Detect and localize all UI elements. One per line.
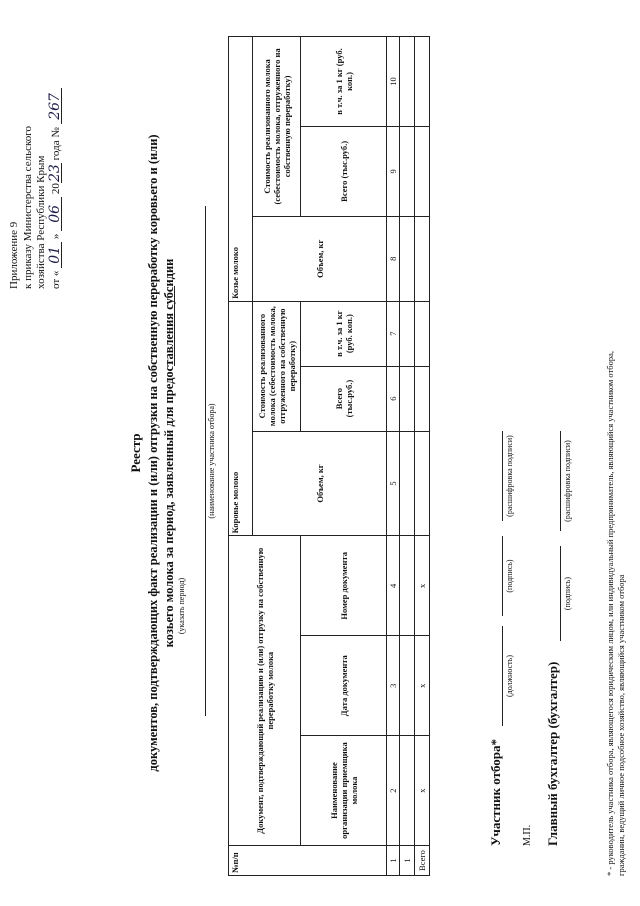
- col-header-goat-per-kg: в т.ч. за 1 кг (руб. коп.): [301, 37, 387, 127]
- date-year: 23: [46, 164, 63, 182]
- date-prefix: от «: [49, 270, 62, 289]
- accountant-signature-line: [560, 546, 561, 641]
- total-label: Всего: [415, 846, 430, 876]
- col-num-10: 10: [387, 37, 400, 127]
- col-num-7: 7: [387, 301, 400, 366]
- participant-caption: (наименование участника отбора): [207, 403, 216, 519]
- col-header-cow-per-kg: в т.ч. за 1 кг (руб. коп.): [301, 301, 387, 366]
- col-header-cow-volume: Объем, кг: [253, 431, 387, 536]
- position-caption: (должность): [505, 655, 514, 697]
- participant-name-line: [205, 206, 206, 716]
- col-header-cow-total: Всего (тыс.руб.): [301, 366, 387, 431]
- date-year-suffix: года №: [49, 127, 62, 161]
- table-cell: [400, 536, 415, 636]
- registry-table: [228, 36, 430, 876]
- participant-position-line: [502, 626, 503, 726]
- col-header-goat-volume: Объем, кг: [253, 216, 387, 301]
- table-cell: [415, 431, 430, 536]
- col-header-document: Документ, подтверждающий реализацию и (или) отгрузку на собственную переработку молока: [229, 536, 301, 846]
- footnote: [605, 16, 627, 876]
- table-cell: [415, 301, 430, 366]
- total-x-cell: х: [415, 636, 430, 736]
- date-year-prefix: 20: [49, 183, 62, 195]
- document-subtitle-line-2: козьего молока за период, заявленный для предоставления субсидии: [162, 258, 176, 648]
- column-number-row: [387, 37, 400, 876]
- participant-decode-line: [502, 431, 503, 521]
- col-num-8: 8: [387, 216, 400, 301]
- participant-signature-line: [502, 536, 503, 616]
- table-cell: [400, 216, 415, 301]
- table-cell: [400, 366, 415, 431]
- table-cell: [400, 636, 415, 736]
- footnote-line-1: * - руководитель участника отбора, являющегося юридическим лицом, или индивидуальный предприниматель, являющийся участником отбора,: [605, 350, 615, 876]
- date-day: 01: [49, 242, 62, 268]
- document-title: Реестр: [128, 433, 143, 473]
- col-header-doc-number: Номер документа: [301, 536, 387, 636]
- col-header-org: Наименование организации приемщика молока: [301, 736, 387, 846]
- col-header-cow-cost: Стоимость реализованного молока (себестоимость молока, отгруженного на собственную переработку): [253, 301, 301, 431]
- col-num-1: 1: [387, 846, 400, 876]
- accountant-decode-line: [560, 431, 561, 531]
- col-num-5: 5: [387, 431, 400, 536]
- table-cell: [415, 216, 430, 301]
- table-cell: [400, 37, 415, 127]
- accountant-signature-label: Главный бухгалтер (бухгалтер): [545, 661, 560, 846]
- date-month: 06: [49, 197, 62, 231]
- row-number: 1: [400, 846, 415, 876]
- table-cell: [415, 37, 430, 127]
- col-header-goat-cost: Стоимость реализованного молока (себестоимость молока, отгруженного на собственную переработку): [253, 37, 301, 217]
- table-cell: [400, 736, 415, 846]
- accountant-decode-caption: (расшифровка подписи): [563, 440, 572, 522]
- date-mid: »: [49, 233, 62, 240]
- total-row: [415, 37, 430, 876]
- col-header-num: №п/п: [229, 846, 387, 876]
- decode-caption: (расшифровка подписи): [505, 435, 514, 517]
- signature-caption: (подпись): [505, 559, 514, 593]
- participant-signature-label: Участник отбора*: [488, 738, 503, 846]
- col-num-6: 6: [387, 366, 400, 431]
- period-caption: (указать период): [177, 577, 186, 635]
- total-x-cell: х: [415, 536, 430, 636]
- col-num-9: 9: [387, 126, 400, 216]
- table-row: [400, 37, 415, 876]
- appendix-line-3: хозяйства Республики Крым: [35, 155, 47, 289]
- appendix-line-2: к приказу Министерства сельского: [21, 126, 34, 289]
- col-num-3: 3: [387, 636, 400, 736]
- table-cell: [400, 431, 415, 536]
- appendix-date-line: [46, 9, 64, 289]
- table-cell: [400, 301, 415, 366]
- col-num-4: 4: [387, 536, 400, 636]
- appendix-header: [8, 9, 63, 289]
- col-num-2: 2: [387, 736, 400, 846]
- col-header-doc-date: Дата документа: [301, 636, 387, 736]
- appendix-line-1: Приложение 9: [8, 221, 20, 289]
- table-cell: [415, 126, 430, 216]
- footnote-line-2: гражданин, ведущий личное подсобное хозяйство, являющийся участником отбора: [616, 574, 626, 876]
- total-x-cell: х: [415, 736, 430, 846]
- col-header-cow-milk: Коровье молоко: [229, 301, 253, 536]
- table-cell: [415, 366, 430, 431]
- col-header-goat-total: Всего (тыс.руб.): [301, 126, 387, 216]
- stamp-placeholder: М.П.: [522, 824, 533, 846]
- accountant-signature-caption: (подпись): [563, 576, 572, 611]
- table-cell: [400, 126, 415, 216]
- document-subtitle-line-1: документов, подтверждающих факт реализации и (или) отгрузки на собственную переработку коровьего и (или): [146, 134, 160, 772]
- col-header-goat-milk: Козье молоко: [229, 37, 253, 302]
- order-number: 267: [49, 88, 62, 124]
- period-input-line: [174, 286, 175, 366]
